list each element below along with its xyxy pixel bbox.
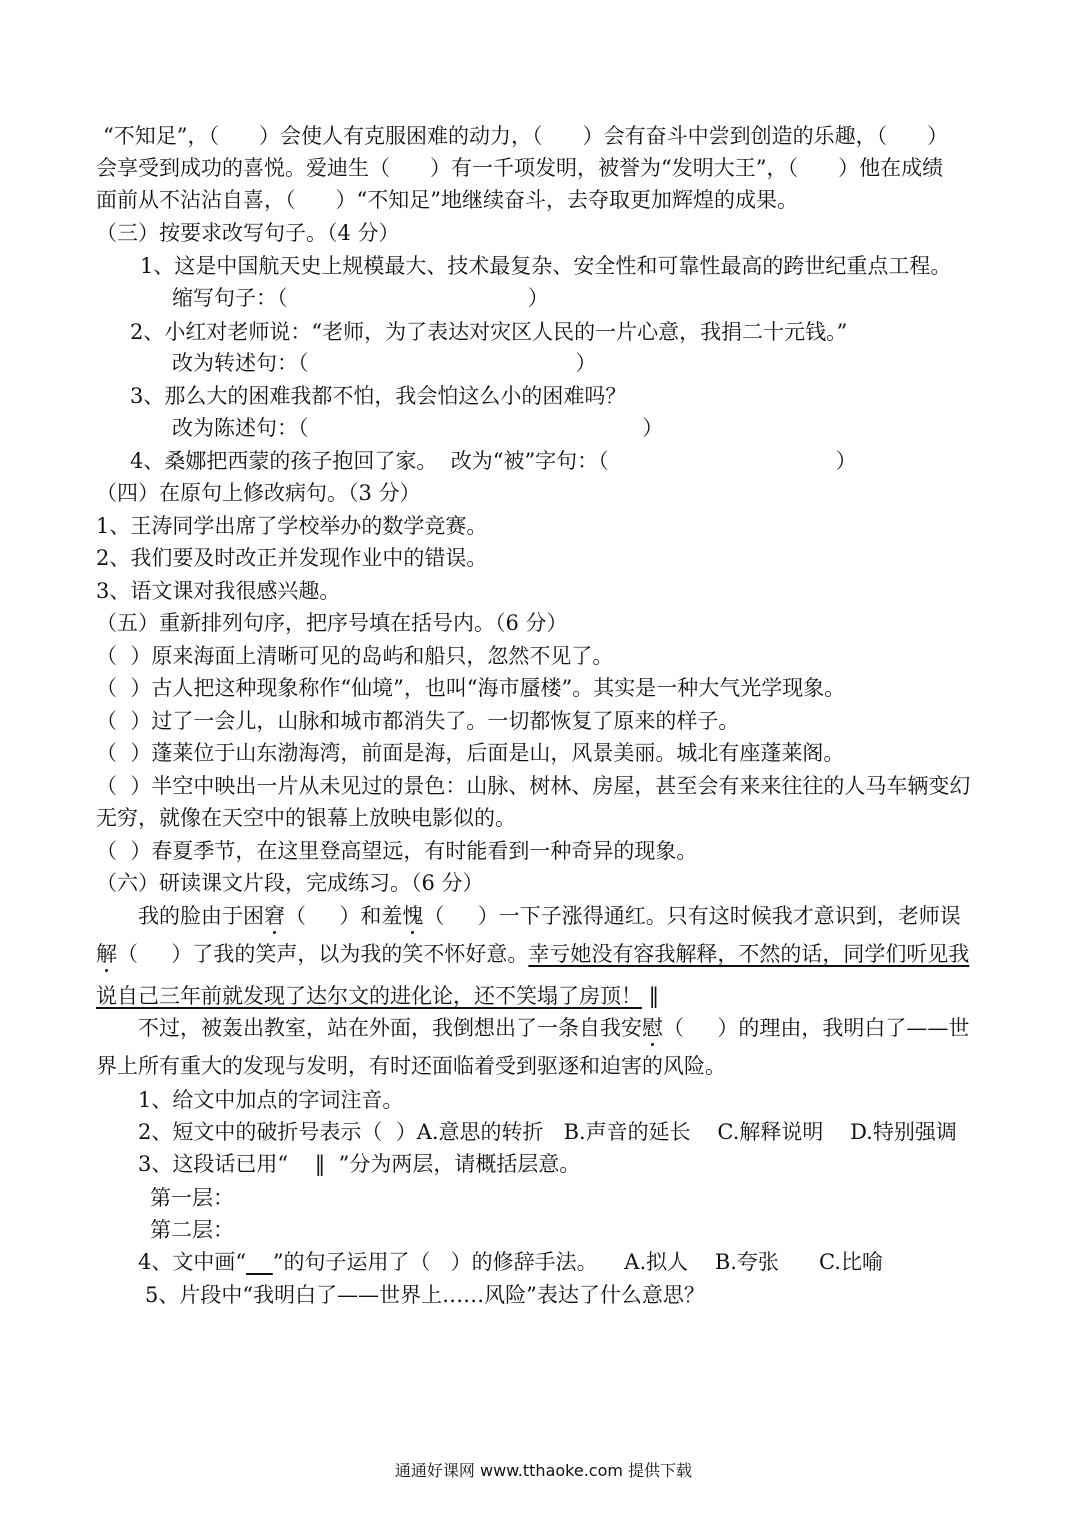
passage-text: （ ）的理由，我明白了——世 bbox=[663, 1016, 970, 1040]
passage-line bbox=[96, 940, 969, 968]
ordering-item: 无穷，就像在天空中的银幕上放映电影似的。 bbox=[96, 806, 516, 830]
ordering-item: （ ）古人把这种现象称作“仙境”，也叫“海市蜃楼”。其实是一种大气光学现象。 bbox=[96, 676, 846, 700]
question-item: 1、这是中国航天史上规模最大、技术最复杂、安全性和可靠性最高的跨世纪重点工程。 bbox=[140, 254, 952, 278]
dotted-char: 慰 bbox=[642, 1016, 663, 1040]
dotted-char: 解 bbox=[96, 942, 117, 966]
ordering-item: （ ）蓬莱位于山东渤海湾，前面是海，后面是山，风景美丽。城北有座蓬莱阁。 bbox=[96, 741, 845, 765]
layer-divider: ‖ bbox=[642, 984, 660, 1008]
passage-line bbox=[138, 902, 961, 930]
underline-sample bbox=[246, 1250, 273, 1274]
answer-prompt: 改为陈述句：（ ） bbox=[172, 416, 664, 440]
underlined-sentence: 幸亏她没有容我解释，不然的话，同学们听见我 bbox=[528, 942, 970, 966]
question-text: ”的句子运用了（ ）的修辞手法。 A.拟人 B.夸张 C.比喻 bbox=[272, 1250, 883, 1274]
ordering-item: （ ）过了一会儿，山脉和城市都消失了。一切都恢复了原来的样子。 bbox=[96, 709, 740, 733]
section-heading-5: （五）重新排列句序，把序号填在括号内。（6 分） bbox=[96, 611, 568, 635]
ordering-item: （ ）原来海面上清晰可见的岛屿和船只，忽然不见了。 bbox=[96, 644, 614, 668]
question-item: 2、我们要及时改正并发现作业中的错误。 bbox=[96, 546, 488, 570]
question-item: 1、给文中加点的字词注音。 bbox=[138, 1088, 404, 1112]
section-heading-3: （三）按要求改写句子。（4 分） bbox=[96, 221, 400, 245]
passage-text: 不过，被轰出教室，站在外面，我倒想出了一条自我安 bbox=[138, 1016, 642, 1040]
question-text: 4、文中画“ bbox=[138, 1250, 247, 1274]
passage-line bbox=[96, 982, 659, 1010]
answer-prompt: 缩写句子：（ ） bbox=[172, 286, 549, 310]
question-item: 2、短文中的破折号表示（ ）A.意思的转折 B.声音的延长 C.解释说明 D.特别强调 bbox=[138, 1120, 957, 1144]
dotted-char: 窘 bbox=[264, 904, 285, 928]
question-item: 1、王涛同学出席了学校举办的数学竞赛。 bbox=[96, 514, 488, 538]
dotted-char: 愧 bbox=[402, 904, 424, 928]
question-item: 2、小红对老师说：“老师，为了表达对灾区人民的一片心意，我捐二十元钱。” bbox=[130, 320, 848, 344]
passage-line: 界上所有重大的发现与发明，有时还面临着受到驱逐和迫害的风险。 bbox=[96, 1054, 726, 1078]
question-item: 3、语文课对我很感兴趣。 bbox=[96, 579, 341, 603]
answer-prompt: 第一层： bbox=[150, 1186, 234, 1210]
section-heading-6: （六）研读课文片段，完成练习。（6 分） bbox=[96, 871, 484, 895]
question-item: 3、这段话已用“ ‖ ”分为两层，请概括层意。 bbox=[138, 1152, 581, 1176]
passage-text: （ ）和羞 bbox=[285, 904, 403, 928]
paragraph-line: “不知足”，（ ）会使人有克服困难的动力，（ ）会有奋斗中尝到创造的乐趣，（ ） bbox=[103, 124, 949, 148]
question-item: 4、桑娜把西蒙的孩子抱回了家。 改为“被”字句：（ ） bbox=[130, 449, 857, 473]
ordering-item: （ ）半空中映出一片从未见过的景色：山脉、树林、房屋，甚至会有来来往往的人马车辆变幻 bbox=[96, 774, 971, 798]
paragraph-line: 会享受到成功的喜悦。爱迪生（ ）有一千项发明，被誉为“发明大王”，（ ）他在成绩 bbox=[96, 156, 944, 180]
page-footer: 通通好课网 www.tthaoke.com 提供下载 bbox=[394, 1461, 693, 1480]
ordering-item: （ ）春夏季节，在这里登高望远，有时能看到一种奇异的现象。 bbox=[96, 839, 698, 863]
question-item: 5、片段中“我明白了——世界上……风险”表达了什么意思？ bbox=[145, 1283, 705, 1307]
passage-text: 我的脸由于困 bbox=[138, 904, 264, 928]
answer-prompt: 第二层： bbox=[150, 1218, 234, 1242]
question-item bbox=[138, 1248, 883, 1276]
passage-text: （ ）了我的笑声，以为我的笑不怀好意。 bbox=[117, 942, 529, 966]
section-heading-4: （四）在原句上修改病句。（3 分） bbox=[96, 481, 421, 505]
question-item: 3、那么大的困难我都不怕，我会怕这么小的困难吗？ bbox=[130, 384, 627, 408]
answer-prompt: 改为转述句：（ ） bbox=[172, 351, 597, 375]
passage-line bbox=[138, 1014, 969, 1042]
underlined-sentence: 说自己三年前就发现了达尔文的进化论，还不笑塌了房顶！ bbox=[96, 984, 642, 1008]
passage-text: （ ）一下子涨得通红。只有这时候我才意识到，老师误 bbox=[423, 904, 961, 928]
paragraph-line: 面前从不沾沾自喜，（ ）“不知足”地继续奋斗，去夺取更加辉煌的成果。 bbox=[96, 188, 799, 212]
